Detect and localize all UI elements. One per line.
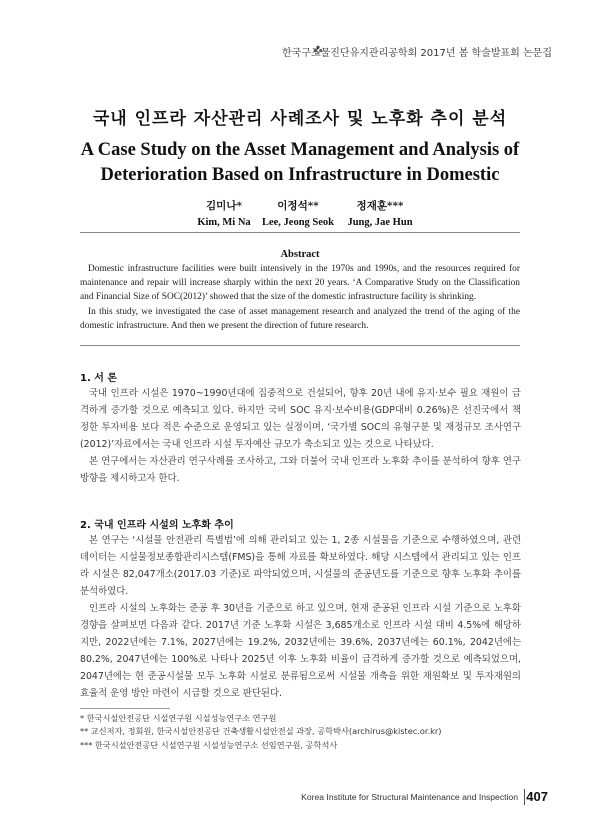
- section-1-paragraph-2: 본 연구에서는 자산관리 연구사례를 조사하고, 그와 더불어 국내 인프라 노후화 추이를 분석하여 향후 연구방향을 제시하고자 한다.: [80, 456, 521, 484]
- section-2-body: [80, 532, 521, 702]
- abstract-top-rule: [80, 232, 520, 233]
- page-number: 407: [526, 789, 548, 804]
- page-footer: [0, 789, 600, 809]
- footnote-rule: [80, 708, 170, 709]
- title-korean: 국내 인프라 자산관리 사례조사 및 노후화 추이 분석: [92, 109, 508, 129]
- footnote-2: ** 교신저자, 정회원, 한국시설안전공단 건축생활시설안전실 과장, 공학박사(archirus@kistec.or.kr): [80, 726, 442, 737]
- abstract-paragraph-1: Domestic infrastructure facilities were built intensively in the 1970s and 1990s, and the resources required for maintenance and repair will increase sharply within the next 20 years. ‘A Comparative Study on the Classification and Financial Size of SOC(2012)’ showed that the size of the domestic infrastructure facility is shrinking.: [80, 264, 520, 303]
- footnote-1: * 한국시설안전공단 시설연구원 시설성능연구소 연구원: [80, 713, 277, 723]
- author-2-english: Lee, Jeong Seok: [261, 217, 335, 228]
- footer-separator: [524, 789, 525, 805]
- section-2-paragraph-2: 인프라 시설의 노후화는 준공 후 30년을 기준으로 하고 있으며, 현재 준공된 인프라 시설 기준으로 노후화 경향을 살펴보면 다음과 같다. 2017년 기준 노후화 시설은 3,685개소로 인프라 시설 대비 4.5%에 해당하지만, 2022년에는 7.1%, 2027년에는 19.2%, 2032년에는 39.6%, 2037년에는 60.1%, 2042년에는 80.2%, 2047년에는 100%로 나타나 2025년 이후 노후화 비율이 급격하게 증가할 것으로 예측되었으며, 2047년에는 현 준공시설물 모두 노후화 시설로 분류됨으로써 시설물 개축을 위한 재원확보 및 투자재원의 효율적 운영 방안 마련이 시급할 것으로 판단된다.: [80, 603, 521, 699]
- abstract-body: [80, 262, 520, 333]
- author-3: [330, 198, 430, 228]
- abstract-paragraph-2: In this study, we investigated the case of asset management research and analyzed the trend of the aging of the domestic infrastructure. And then we present the direction of future research.: [80, 306, 520, 331]
- author-3-english: Jung, Jae Hun: [347, 217, 413, 228]
- section-1-body: [80, 385, 521, 487]
- section-1-paragraph-1: 국내 인프라 시설은 1970~1990년대에 집중적으로 건설되어, 향후 20년 내에 유지·보수 필요 재원이 급격하게 증가할 것으로 예측되고 있다. 하지만 국비 SOC 유지·보수비용(GDP대비 0.26%)은 선진국에서 책정한 투자비용 보다 적은 수준으로 운영되고 있는 실정이며, ‘국가별 SOC의 유형구분 및 재정규모 조사연구(2012)’자료에서는 국내 인프라 시설 투자예산 규모가 축소되고 있는 것으로 나타났다.: [80, 388, 521, 450]
- footnote-3: *** 한국시설안전공단 시설연구원 시설성능연구소 선임연구원, 공학석사: [80, 739, 338, 750]
- abstract-bottom-rule: [80, 345, 520, 346]
- journal-name: 한국구조물진단유지관리공학회 2017년 봄 학술발표회 논문집: [281, 48, 552, 59]
- abstract-heading: Abstract: [280, 249, 320, 260]
- section-1-heading: 1. 서 론: [80, 373, 118, 384]
- section-2-heading: 2. 국내 인프라 시설의 노후화 추이: [80, 520, 234, 531]
- author-2-korean: 이정석**: [277, 200, 319, 212]
- section-2-paragraph-1: 본 연구는 ‘시설물 안전관리 특별법’에 의해 관리되고 있는 1, 2종 시설물을 기준으로 수행하였으며, 관련 데이터는 시설물정보종합관리시스템(FMS)을 통해 자료를 확보하였다. 해당 시스템에서 관리되고 있는 인프라 시설은 82,047개소(2017.03 기준)로 파악되었으며, 시설물의 준공년도를 기준으로 향후 노후화 추이를 분석하였다.: [80, 535, 521, 597]
- author-3-korean: 정재훈***: [356, 200, 404, 212]
- author-1-korean: 김미나*: [206, 200, 242, 212]
- author-1-english: Kim, Mi Na: [197, 217, 251, 228]
- title-english-line2: Deterioration Based on Infrastructure in Domestic: [100, 165, 500, 185]
- footer-institute: Korea Institute for Structural Maintenance and Inspection: [301, 792, 518, 802]
- footnotes: [80, 712, 520, 752]
- title-english-line1: A Case Study on the Asset Management and Analysis of: [80, 140, 520, 160]
- page-header: [0, 10, 600, 59]
- title-english: [0, 138, 600, 188]
